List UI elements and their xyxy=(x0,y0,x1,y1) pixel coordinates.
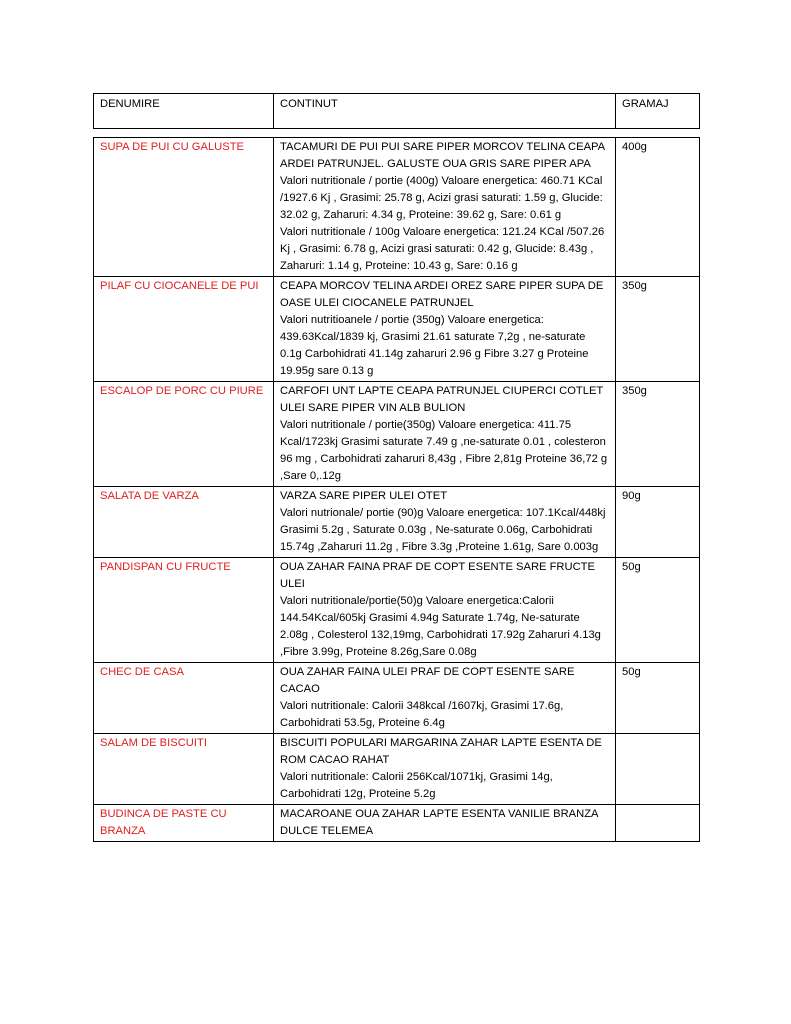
dish-weight: 400g xyxy=(616,138,700,277)
dish-weight: 90g xyxy=(616,487,700,558)
dish-content xyxy=(274,734,616,805)
dish-content xyxy=(274,663,616,734)
menu-table xyxy=(93,93,700,842)
table-row xyxy=(94,663,700,734)
nutrition-text: Valori nutritionale: Calorii 348kcal /1607kj, Grasimi 17.6g, Carbohidrati 53.5g, Proteine 6.4g xyxy=(280,700,564,729)
table-row xyxy=(94,805,700,842)
dish-weight: 350g xyxy=(616,382,700,487)
dish-weight: 50g xyxy=(616,663,700,734)
ingredients-text: CEAPA MORCOV TELINA ARDEI OREZ SARE PIPER SUPA DE OASE ULEI CIOCANELE PATRUNJEL xyxy=(280,280,604,309)
nutrition-text: Valori nutritionale / portie (400g) Valoare energetica: 460.71 KCal /1927.6 Kj , Grasimi: 25.78 g, Acizi grasi saturati: 1.59 g, Glucide: 32.02 g, Zaharuri: 4.34 g, Proteine: 39.62 g, Sare: 0.61 g xyxy=(280,175,603,221)
dish-name: BUDINCA DE PASTE CU BRANZA xyxy=(94,805,274,842)
header-weight: GRAMAJ xyxy=(616,94,700,129)
dish-content xyxy=(274,138,616,277)
dish-content xyxy=(274,382,616,487)
header-gap xyxy=(94,129,700,138)
nutrition-text: Valori nutrionale/ portie (90)g Valoare energetica: 107.1Kcal/448kj Grasimi 5.2g , Saturate 0.03g , Ne-saturate 0.06g, Carbohidrati 15.74g ,Zaharuri 11.2g , Fibre 3.3g ,Proteine 1.61g, Sare 0.003g xyxy=(280,507,606,553)
dish-weight xyxy=(616,734,700,805)
dish-weight: 350g xyxy=(616,277,700,382)
dish-name: SALATA DE VARZA xyxy=(94,487,274,558)
table-row xyxy=(94,734,700,805)
ingredients-text: OUA ZAHAR FAINA ULEI PRAF DE COPT ESENTE SARE CACAO xyxy=(280,666,575,695)
dish-weight xyxy=(616,805,700,842)
dish-name: PILAF CU CIOCANELE DE PUI xyxy=(94,277,274,382)
nutrition-text: Valori nutritioanele / portie (350g) Valoare energetica: 439.63Kcal/1839 kj, Grasimi 21.61 saturate 7,2g , ne-saturate 0.1g Carbohidrati 41.14g zaharuri 2.96 g Fibre 3.27 g Proteine 19.95g sare 0.13 g xyxy=(280,314,589,377)
table-row xyxy=(94,487,700,558)
dish-content xyxy=(274,558,616,663)
header-row xyxy=(94,94,700,129)
dish-name: PANDISPAN CU FRUCTE xyxy=(94,558,274,663)
table-row xyxy=(94,382,700,487)
nutrition-text: Valori nutritionale / 100g Valoare energetica: 121.24 KCal /507.26 Kj , Grasimi: 6.78 g, Acizi grasi saturati: 0.42 g, Glucide: 8.43g , Zaharuri: 1.14 g, Proteine: 10.43 g, Sare: 0.16 g xyxy=(280,226,605,272)
ingredients-text: CARFOFI UNT LAPTE CEAPA PATRUNJEL CIUPERCI COTLET ULEI SARE PIPER VIN ALB BULION xyxy=(280,385,604,414)
table-row xyxy=(94,558,700,663)
header-name: DENUMIRE xyxy=(94,94,274,129)
ingredients-text: BISCUITI POPULARI MARGARINA ZAHAR LAPTE ESENTA DE ROM CACAO RAHAT xyxy=(280,737,602,766)
ingredients-text: MACAROANE OUA ZAHAR LAPTE ESENTA VANILIE BRANZA DULCE TELEMEA xyxy=(280,808,598,837)
dish-name: ESCALOP DE PORC CU PIURE xyxy=(94,382,274,487)
ingredients-text: VARZA SARE PIPER ULEI OTET xyxy=(280,490,448,502)
nutrition-text: Valori nutritionale: Calorii 256Kcal/1071kj, Grasimi 14g, Carbohidrati 12g, Proteine 5.2g xyxy=(280,771,553,800)
menu-rows xyxy=(94,138,700,842)
dish-name: CHEC DE CASA xyxy=(94,663,274,734)
dish-content xyxy=(274,277,616,382)
ingredients-text: OUA ZAHAR FAINA PRAF DE COPT ESENTE SARE FRUCTE ULEI xyxy=(280,561,595,590)
nutrition-text: Valori nutritionale/portie(50)g Valoare energetica:Calorii 144.54Kcal/605kj Grasimi 4.94g Saturate 1.74g, Ne-saturate 2.08g , Colesterol 132,19mg, Carbohidrati 17.92g Zaharuri 4.13g ,Fibre 3.99g, Proteine 8.26g,Sare 0.08g xyxy=(280,595,601,658)
table-row xyxy=(94,138,700,277)
dish-name: SUPA DE PUI CU GALUSTE xyxy=(94,138,274,277)
nutrition-text: Valori nutritionale / portie(350g) Valoare energetica: 411.75 Kcal/1723kj Grasimi saturate 7.49 g ,ne-saturate 0.01 , colesteron 96 mg , Carbohidrati zaharuri 8,43g , Fibre 2,81g Proteine 36,72 g ,Sare 0,.12g xyxy=(280,419,608,482)
dish-content xyxy=(274,487,616,558)
ingredients-text: TACAMURI DE PUI PUI SARE PIPER MORCOV TELINA CEAPA ARDEI PATRUNJEL. GALUSTE OUA GRIS SARE PIPER APA xyxy=(280,141,605,170)
dish-name: SALAM DE BISCUITI xyxy=(94,734,274,805)
header-content: CONTINUT xyxy=(274,94,616,129)
dish-content xyxy=(274,805,616,842)
dish-weight: 50g xyxy=(616,558,700,663)
table-row xyxy=(94,277,700,382)
